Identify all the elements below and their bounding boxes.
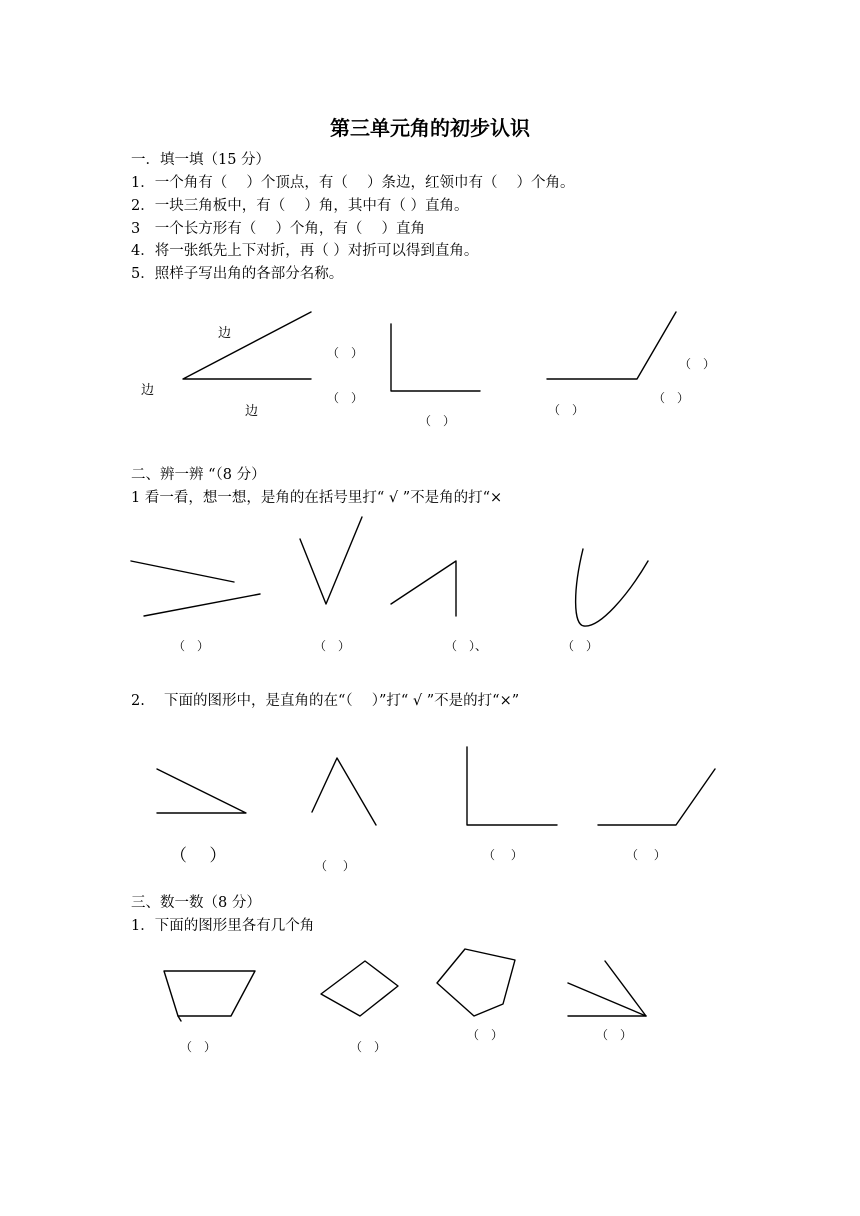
answer-blank[interactable]: （ ） [483, 848, 523, 862]
non-angle-figure [131, 561, 260, 616]
question-1-1: 1．一个角有（ ）个顶点，有（ ）条边，红领巾有（ ）个角。 [131, 175, 575, 191]
right-angle-figure [391, 324, 480, 391]
answer-blank[interactable]: （ ）、 [445, 639, 488, 653]
answer-blank[interactable]: （ ） [350, 1040, 387, 1054]
obtuse-angle-figure [547, 312, 676, 379]
question-1-5: 5．照样子写出角的各部分名称。 [131, 266, 344, 282]
section3-heading: 三、数一数（8 分） [131, 895, 261, 911]
page-title: 第三单元角的初步认识 [330, 116, 530, 140]
answer-blank[interactable]: （ ） [170, 846, 227, 866]
section1-heading: 一．填一填（15 分） [131, 152, 271, 168]
answer-blank[interactable]: （ ） [173, 639, 210, 653]
answer-blank[interactable]: （ ） [315, 859, 355, 873]
example-angle-figure [183, 312, 311, 379]
obtuse-angle-figure [598, 769, 715, 825]
edge-label-left: 边 [141, 383, 155, 398]
answer-blank[interactable]: （ ） [626, 848, 666, 862]
edge-label-bottom: 边 [245, 404, 259, 419]
angle-figure [391, 561, 456, 616]
angles-shape [568, 961, 646, 1016]
answer-blank[interactable]: （ ） [596, 1028, 633, 1042]
answer-blank[interactable]: （ ） [314, 639, 351, 653]
answer-blank[interactable]: （ ） [548, 403, 585, 417]
curved-figure [576, 549, 648, 626]
answer-blank[interactable]: （ ） [562, 639, 599, 653]
question-3-1: 1．下面的图形里各有几个角 [131, 918, 315, 934]
section2-heading: 二、辨一辨 “（8 分） [131, 467, 266, 483]
question-1-3: 3 一个长方形有（ ）个角，有（ ）直角 [131, 221, 425, 237]
question-1-2: 2．一块三角板中，有（ ）角，其中有（ ）直角。 [131, 198, 469, 214]
acute-angle-figure [300, 517, 362, 604]
answer-blank[interactable]: （ ） [419, 414, 456, 428]
answer-blank[interactable]: （ ） [327, 391, 364, 405]
right-angle-figure [467, 747, 557, 825]
acute-angle-figure [157, 769, 246, 813]
answer-blank[interactable]: （ ） [653, 391, 690, 405]
rhombus-shape [321, 961, 398, 1016]
caret-angle-figure [312, 758, 376, 825]
pentagon-shape [437, 949, 515, 1016]
answer-blank[interactable]: （ ） [180, 1040, 217, 1054]
edge-label-top: 边 [218, 326, 232, 341]
answer-blank[interactable]: （ ） [467, 1028, 504, 1042]
question-2-2: 2. 下面的图形中，是直角的在“（ ）”打“ √ ”不是的打“×” [131, 693, 520, 709]
trapezoid-shape [164, 971, 255, 1021]
answer-blank[interactable]: （ ） [327, 346, 364, 360]
question-2-1: 1 看一看，想一想，是角的在括号里打“ √ ”不是角的打“× [131, 490, 503, 506]
answer-blank[interactable]: （ ） [679, 357, 716, 371]
question-1-4: 4．将一张纸先上下对折，再（ ）对折可以得到直角。 [131, 243, 479, 259]
